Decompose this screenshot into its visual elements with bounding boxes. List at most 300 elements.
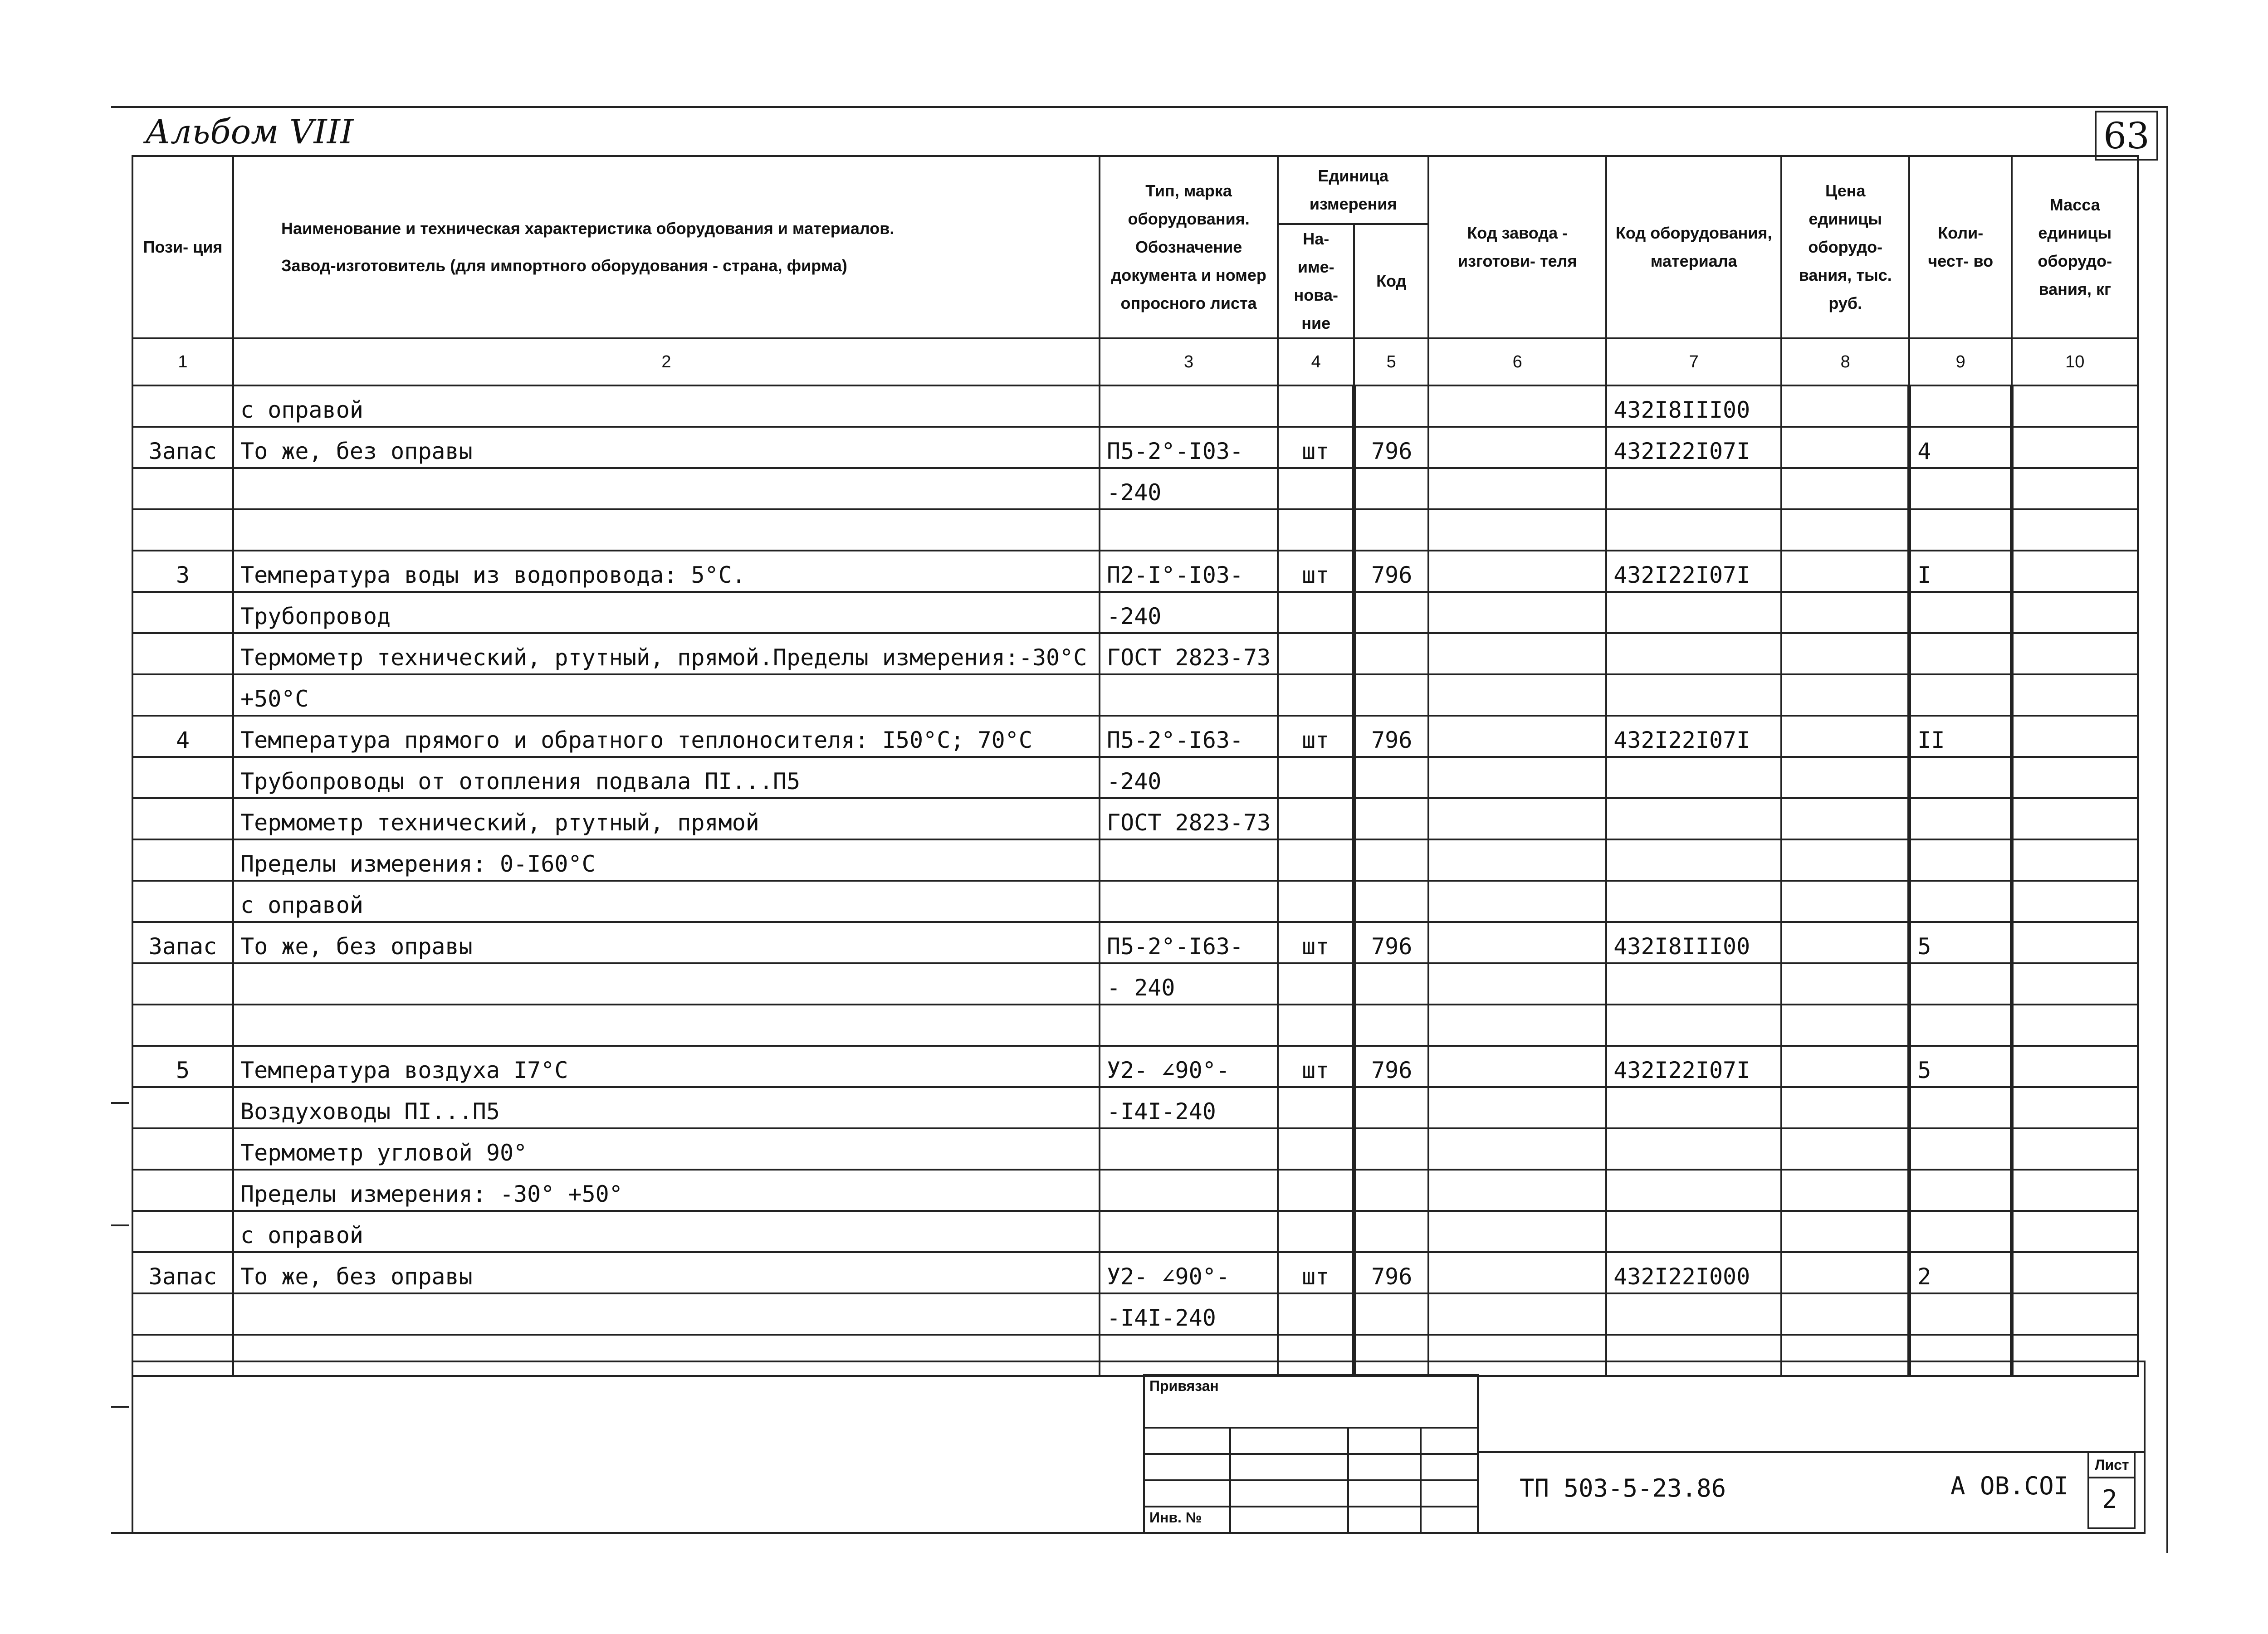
cell-unit-name: [1278, 509, 1354, 551]
cell-quantity: [1909, 633, 2012, 674]
cell-type: [1100, 1128, 1278, 1170]
table-row: [132, 674, 2138, 716]
cell-mfr-code: [1428, 509, 1606, 551]
cell-mfr-code: [1428, 633, 1606, 674]
cell-type: [1100, 1335, 1278, 1376]
cell-quantity: [1909, 1335, 2012, 1376]
cell-name: [233, 1335, 1100, 1376]
cell-equipment-code: 432I22I07I: [1606, 1046, 1781, 1087]
cell-price: [1781, 592, 1909, 633]
cell-unit-code: [1354, 881, 1428, 922]
cell-name: Термометр технический, ртутный, прямой: [233, 798, 1100, 839]
cell-position: [132, 1005, 233, 1046]
cell-equipment-code: [1606, 468, 1781, 509]
cell-unit-name: [1278, 468, 1354, 509]
cell-mfr-code: [1428, 1087, 1606, 1128]
cell-price: [1781, 716, 1909, 757]
cell-mass: [2012, 881, 2138, 922]
col-header-name-line2: Завод-изготовитель (для импортного оборудования - страна, фирма): [281, 256, 847, 275]
margin-tick: [111, 1102, 129, 1104]
cell-price: [1781, 1046, 1909, 1087]
bottom-border-line: [111, 1532, 2146, 1534]
cell-type: ГОСТ 2823-73: [1100, 798, 1278, 839]
cell-unit-code: [1354, 385, 1428, 427]
cell-name: Воздуховоды ПI...П5: [233, 1087, 1100, 1128]
cell-position: 4: [132, 716, 233, 757]
cell-mfr-code: [1428, 1170, 1606, 1211]
stamp-line: [1477, 1374, 1479, 1533]
col-num: 7: [1606, 338, 1781, 385]
cell-unit-code: [1354, 509, 1428, 551]
cell-price: [1781, 798, 1909, 839]
cell-mass: [2012, 757, 2138, 798]
cell-mass: [2012, 509, 2138, 551]
cell-type: [1100, 881, 1278, 922]
col-num: 2: [233, 338, 1100, 385]
cell-quantity: I: [1909, 551, 2012, 592]
stamp-inv-label: Инв. №: [1149, 1509, 1202, 1526]
col-header-unit-group: Единица измерения: [1278, 156, 1428, 224]
table-row: [132, 1087, 2138, 1128]
cell-position: [132, 385, 233, 427]
cell-mfr-code: [1428, 468, 1606, 509]
cell-mfr-code: [1428, 1046, 1606, 1087]
cell-unit-code: [1354, 1211, 1428, 1252]
cell-quantity: [1909, 1211, 2012, 1252]
cell-quantity: [1909, 881, 2012, 922]
cell-unit-name: [1278, 1335, 1354, 1376]
cell-equipment-code: [1606, 881, 1781, 922]
cell-unit-name: [1278, 1211, 1354, 1252]
cell-quantity: [1909, 963, 2012, 1005]
cell-type: П5-2°-I63-: [1100, 922, 1278, 963]
table-row: [132, 757, 2138, 798]
stamp-line: [1143, 1479, 1479, 1481]
col-header-price: Цена единицы оборудо- вания, тыс. руб.: [1781, 156, 1909, 338]
cell-unit-name: [1278, 592, 1354, 633]
cell-quantity: [1909, 798, 2012, 839]
cell-mfr-code: [1428, 385, 1606, 427]
cell-equipment-code: [1606, 1293, 1781, 1335]
cell-unit-name: [1278, 798, 1354, 839]
spec-table: [132, 155, 2139, 1377]
cell-equipment-code: [1606, 1087, 1781, 1128]
cell-name: [233, 1005, 1100, 1046]
cell-price: [1781, 468, 1909, 509]
cell-unit-name: [1278, 839, 1354, 881]
table-row: [132, 385, 2138, 427]
cell-unit-name: [1278, 633, 1354, 674]
cell-unit-code: [1354, 1128, 1428, 1170]
cell-position: Запас: [132, 1252, 233, 1293]
cell-unit-name: [1278, 1005, 1354, 1046]
title-block-line: [1477, 1451, 2144, 1453]
cell-mass: [2012, 427, 2138, 468]
table-row: [132, 881, 2138, 922]
cell-unit-code: [1354, 1170, 1428, 1211]
cell-quantity: 2: [1909, 1252, 2012, 1293]
cell-position: Запас: [132, 427, 233, 468]
cell-name: с оправой: [233, 385, 1100, 427]
cell-name: Температура прямого и обратного теплоносителя: I50°С; 70°С: [233, 716, 1100, 757]
stamp-line: [1420, 1427, 1422, 1533]
cell-price: [1781, 633, 1909, 674]
cell-unit-code: [1354, 468, 1428, 509]
table-row: [132, 1211, 2138, 1252]
cell-quantity: [1909, 592, 2012, 633]
cell-position: [132, 1293, 233, 1335]
cell-type: У2- ∠90°-: [1100, 1046, 1278, 1087]
cell-name: [233, 1293, 1100, 1335]
cell-type: -240: [1100, 757, 1278, 798]
cell-mfr-code: [1428, 592, 1606, 633]
cell-equipment-code: [1606, 798, 1781, 839]
cell-name: То же, без оправы: [233, 427, 1100, 468]
cell-mfr-code: [1428, 839, 1606, 881]
cell-type: [1100, 1211, 1278, 1252]
cell-mass: [2012, 1252, 2138, 1293]
cell-unit-code: [1354, 1335, 1428, 1376]
cell-equipment-code: 432I22I07I: [1606, 551, 1781, 592]
margin-tick: [111, 1406, 129, 1408]
table-row: [132, 1252, 2138, 1293]
cell-position: [132, 963, 233, 1005]
cell-unit-name: шт: [1278, 922, 1354, 963]
cell-quantity: [1909, 757, 2012, 798]
cell-mass: [2012, 1293, 2138, 1335]
table-bottom-line: [132, 1361, 2146, 1362]
cell-equipment-code: 432I22I07I: [1606, 716, 1781, 757]
cell-unit-name: [1278, 1293, 1354, 1335]
cell-quantity: [1909, 385, 2012, 427]
cell-price: [1781, 757, 1909, 798]
cell-type: -240: [1100, 468, 1278, 509]
cell-equipment-code: 432I22I07I: [1606, 427, 1781, 468]
cell-unit-code: 796: [1354, 551, 1428, 592]
cell-price: [1781, 674, 1909, 716]
cell-unit-name: [1278, 1170, 1354, 1211]
cell-price: [1781, 1128, 1909, 1170]
cell-quantity: 5: [1909, 1046, 2012, 1087]
cell-name: Термометр угловой 90°: [233, 1128, 1100, 1170]
cell-type: ГОСТ 2823-73: [1100, 633, 1278, 674]
cell-unit-name: [1278, 674, 1354, 716]
cell-unit-name: [1278, 1128, 1354, 1170]
cell-unit-name: шт: [1278, 1046, 1354, 1087]
list-box: [2087, 1451, 2136, 1529]
cell-type: -I4I-240: [1100, 1087, 1278, 1128]
cell-equipment-code: [1606, 1128, 1781, 1170]
cell-quantity: [1909, 1087, 2012, 1128]
cell-price: [1781, 551, 1909, 592]
table-row: [132, 509, 2138, 551]
cell-quantity: [1909, 1128, 2012, 1170]
cell-unit-name: [1278, 963, 1354, 1005]
col-header-unit-code: Код: [1354, 224, 1428, 338]
cell-mfr-code: [1428, 551, 1606, 592]
cell-mass: [2012, 592, 2138, 633]
col-num: 10: [2012, 338, 2138, 385]
cell-position: Запас: [132, 922, 233, 963]
cell-name: Трубопровод: [233, 592, 1100, 633]
col-header-unit-name: На- име- нова- ние: [1278, 224, 1354, 338]
cell-type: [1100, 509, 1278, 551]
cell-quantity: [1909, 1005, 2012, 1046]
cell-unit-code: [1354, 757, 1428, 798]
cell-position: [132, 1211, 233, 1252]
album-title: Альбом VIII: [145, 112, 354, 151]
cell-unit-name: [1278, 385, 1354, 427]
cell-type: [1100, 1170, 1278, 1211]
cell-price: [1781, 1170, 1909, 1211]
cell-position: [132, 881, 233, 922]
cell-unit-code: [1354, 1293, 1428, 1335]
cell-position: [132, 674, 233, 716]
cell-unit-code: [1354, 963, 1428, 1005]
cell-mfr-code: [1428, 1005, 1606, 1046]
cell-quantity: [1909, 839, 2012, 881]
cell-name: +50°С: [233, 674, 1100, 716]
cell-price: [1781, 1252, 1909, 1293]
right-frame-line: [2144, 1361, 2146, 1534]
cell-unit-name: [1278, 881, 1354, 922]
col-num: 1: [132, 338, 233, 385]
cell-quantity: 4: [1909, 427, 2012, 468]
cell-price: [1781, 385, 1909, 427]
cell-quantity: [1909, 674, 2012, 716]
cell-mass: [2012, 1170, 2138, 1211]
cell-mass: [2012, 1005, 2138, 1046]
cell-mass: [2012, 633, 2138, 674]
cell-unit-code: [1354, 633, 1428, 674]
cell-equipment-code: [1606, 1170, 1781, 1211]
col-num: 8: [1781, 338, 1909, 385]
cell-unit-code: 796: [1354, 427, 1428, 468]
list-value: 2: [2102, 1485, 2117, 1514]
cell-equipment-code: [1606, 1211, 1781, 1252]
cell-mfr-code: [1428, 427, 1606, 468]
cell-unit-code: 796: [1354, 1252, 1428, 1293]
cell-position: [132, 757, 233, 798]
col-header-type: Тип, марка оборудования. Обозначение документа и номер опросного листа: [1100, 156, 1278, 338]
cell-name: Температура воды из водопровода: 5°С.: [233, 551, 1100, 592]
cell-type: П5-2°-I63-: [1100, 716, 1278, 757]
cell-unit-code: 796: [1354, 1046, 1428, 1087]
cell-type: [1100, 385, 1278, 427]
cell-name: [233, 468, 1100, 509]
cell-mfr-code: [1428, 963, 1606, 1005]
table-row: [132, 963, 2138, 1005]
cell-type: [1100, 839, 1278, 881]
table-row: [132, 592, 2138, 633]
col-num: 4: [1278, 338, 1354, 385]
cell-mfr-code: [1428, 881, 1606, 922]
cell-position: [132, 1087, 233, 1128]
table-row: [132, 427, 2138, 468]
table-row: [132, 1293, 2138, 1335]
cell-name: Пределы измерения: -30° +50°: [233, 1170, 1100, 1211]
cell-mfr-code: [1428, 1293, 1606, 1335]
cell-type: - 240: [1100, 963, 1278, 1005]
stamp-attached-label: Привязан: [1149, 1378, 1219, 1394]
cell-quantity: [1909, 509, 2012, 551]
col-header-name: [233, 156, 1100, 338]
col-num: 9: [1909, 338, 2012, 385]
cell-mass: [2012, 1087, 2138, 1128]
cell-price: [1781, 839, 1909, 881]
top-border-line: [111, 106, 2168, 108]
table-row: [132, 551, 2138, 592]
cell-equipment-code: [1606, 633, 1781, 674]
cell-position: [132, 1170, 233, 1211]
cell-unit-code: [1354, 798, 1428, 839]
cell-unit-name: шт: [1278, 551, 1354, 592]
cell-unit-code: [1354, 674, 1428, 716]
cell-name: с оправой: [233, 881, 1100, 922]
stamp-line: [1143, 1374, 1479, 1376]
cell-name: [233, 509, 1100, 551]
cell-mass: [2012, 1046, 2138, 1087]
cell-unit-code: [1354, 592, 1428, 633]
cell-unit-code: [1354, 839, 1428, 881]
cell-position: [132, 468, 233, 509]
cell-quantity: II: [1909, 716, 2012, 757]
cell-mfr-code: [1428, 1252, 1606, 1293]
col-num: 5: [1354, 338, 1428, 385]
stamp-line: [1143, 1374, 1145, 1533]
spec-table-body: [132, 385, 2138, 1376]
table-row: [132, 468, 2138, 509]
sheet-code: А ОВ.СОI: [1950, 1472, 2069, 1500]
cell-equipment-code: [1606, 757, 1781, 798]
cell-equipment-code: [1606, 592, 1781, 633]
cell-type: П2-I°-I03-: [1100, 551, 1278, 592]
doc-code: ТП 503-5-23.86: [1520, 1474, 1726, 1502]
cell-mfr-code: [1428, 1128, 1606, 1170]
cell-quantity: [1909, 468, 2012, 509]
stamp-line: [1143, 1427, 1479, 1429]
stamp-line: [1143, 1453, 1479, 1455]
cell-unit-name: [1278, 1087, 1354, 1128]
cell-mass: [2012, 551, 2138, 592]
cell-unit-code: 796: [1354, 922, 1428, 963]
left-frame-line: [132, 1361, 133, 1534]
cell-position: [132, 1335, 233, 1376]
cell-name: Температура воздуха I7°С: [233, 1046, 1100, 1087]
cell-type: У2- ∠90°-: [1100, 1252, 1278, 1293]
approval-stamp: [1143, 1374, 1470, 1528]
table-row: [132, 798, 2138, 839]
cell-mass: [2012, 385, 2138, 427]
sheet-number: 63: [2095, 111, 2158, 161]
cell-equipment-code: [1606, 674, 1781, 716]
col-header-quantity: Коли- чест- во: [1909, 156, 2012, 338]
cell-quantity: [1909, 1170, 2012, 1211]
table-row: [132, 1046, 2138, 1087]
cell-equipment-code: [1606, 963, 1781, 1005]
cell-position: [132, 798, 233, 839]
margin-tick: [111, 1224, 129, 1226]
stamp-line: [1229, 1427, 1231, 1533]
cell-type: -240: [1100, 592, 1278, 633]
cell-mfr-code: [1428, 674, 1606, 716]
cell-type: -I4I-240: [1100, 1293, 1278, 1335]
cell-name: с оправой: [233, 1211, 1100, 1252]
cell-mass: [2012, 1335, 2138, 1376]
cell-position: [132, 592, 233, 633]
cell-position: [132, 839, 233, 881]
cell-position: [132, 633, 233, 674]
cell-position: 5: [132, 1046, 233, 1087]
cell-mass: [2012, 1128, 2138, 1170]
cell-mass: [2012, 839, 2138, 881]
col-num: 3: [1100, 338, 1278, 385]
cell-mass: [2012, 963, 2138, 1005]
cell-mfr-code: [1428, 922, 1606, 963]
col-header-position: Пози- ция: [132, 156, 233, 338]
cell-name: То же, без оправы: [233, 922, 1100, 963]
cell-mfr-code: [1428, 1211, 1606, 1252]
cell-position: [132, 509, 233, 551]
cell-price: [1781, 881, 1909, 922]
cell-position: 3: [132, 551, 233, 592]
list-box-divider: [2089, 1477, 2135, 1478]
cell-name: Пределы измерения: 0-I60°С: [233, 839, 1100, 881]
col-header-name-line1: Наименование и техническая характеристика оборудования и материалов.: [281, 219, 894, 238]
table-row: [132, 1005, 2138, 1046]
cell-equipment-code: [1606, 1335, 1781, 1376]
cell-unit-code: [1354, 1087, 1428, 1128]
cell-unit-name: шт: [1278, 427, 1354, 468]
cell-mfr-code: [1428, 716, 1606, 757]
cell-quantity: 5: [1909, 922, 2012, 963]
table-row: [132, 839, 2138, 881]
cell-unit-name: [1278, 757, 1354, 798]
cell-price: [1781, 1293, 1909, 1335]
stamp-line: [1347, 1427, 1349, 1533]
cell-unit-code: [1354, 1005, 1428, 1046]
table-row: [132, 1170, 2138, 1211]
cell-price: [1781, 922, 1909, 963]
cell-mass: [2012, 468, 2138, 509]
cell-equipment-code: 432I8III00: [1606, 922, 1781, 963]
stamp-line: [1143, 1506, 1479, 1507]
cell-position: [132, 1128, 233, 1170]
cell-name: Термометр технический, ртутный, прямой.Пределы измерения:-30°С: [233, 633, 1100, 674]
cell-name: Трубопроводы от отопления подвала ПI...П5: [233, 757, 1100, 798]
column-number-row: [132, 338, 2138, 385]
cell-mass: [2012, 798, 2138, 839]
cell-mfr-code: [1428, 1335, 1606, 1376]
table-row: [132, 922, 2138, 963]
cell-price: [1781, 1087, 1909, 1128]
cell-unit-name: шт: [1278, 716, 1354, 757]
cell-name: [233, 963, 1100, 1005]
cell-price: [1781, 1211, 1909, 1252]
cell-type: [1100, 1005, 1278, 1046]
cell-name: То же, без оправы: [233, 1252, 1100, 1293]
list-label: Лист: [2095, 1457, 2129, 1473]
cell-equipment-code: [1606, 1005, 1781, 1046]
cell-type: [1100, 674, 1278, 716]
cell-price: [1781, 1005, 1909, 1046]
cell-unit-name: шт: [1278, 1252, 1354, 1293]
cell-price: [1781, 427, 1909, 468]
table-row: [132, 1335, 2138, 1376]
col-header-mfr-code: Код завода - изготови- теля: [1428, 156, 1606, 338]
col-header-mass: Масса единицы оборудо- вания, кг: [2012, 156, 2138, 338]
cell-price: [1781, 963, 1909, 1005]
